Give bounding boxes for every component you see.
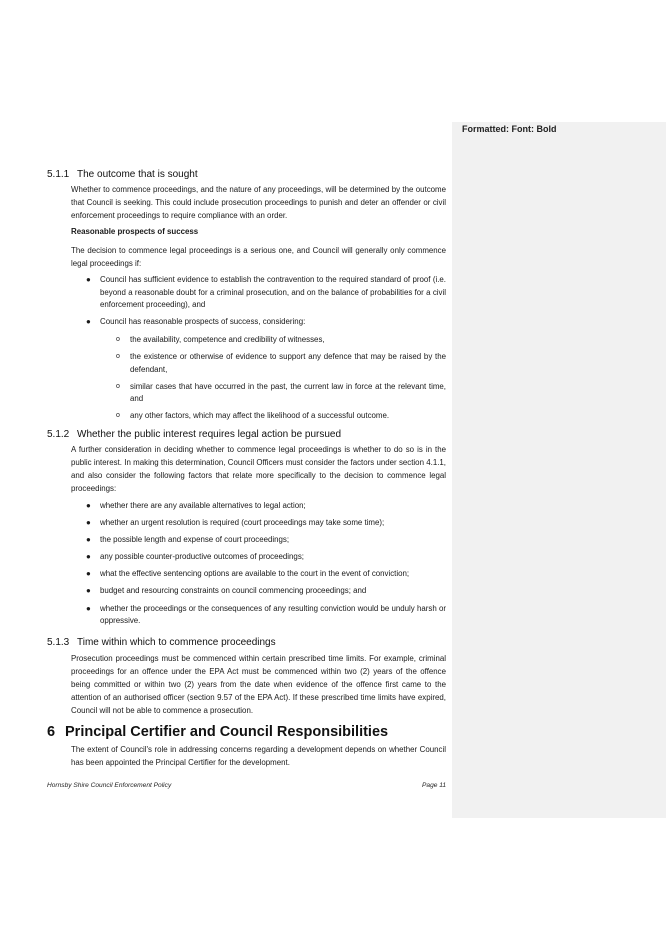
list-item-text: whether there are any available alternatives to legal action; [100,501,306,510]
list-item [71,603,446,628]
circle-bullet-icon: o [116,336,120,343]
heading-title: The outcome that is sought [77,169,198,180]
list-item [71,551,446,564]
bullet-list [71,274,446,333]
paragraph: Whether to commence proceedings, and the nature of any proceedings, will be determined by the outcome that Council is seeking. This could include prosecution proceedings to punish and deter an offender or civil enforcement proceedings to require compliance with an order. [71,185,446,220]
bullet-icon: ● [86,501,91,510]
bullet-icon: ● [86,518,91,528]
bullet-icon: ● [86,569,91,579]
heading-number: 5.1.1 [47,169,70,180]
heading-number: 6 [47,724,56,740]
heading-title: Time within which to commence proceedings [77,637,276,648]
list-item-text: whether the proceedings or the consequences of any resulting conviction would be unduly harsh or oppressive. [100,603,446,626]
list-item [71,316,446,329]
list-item [100,410,446,423]
footer-title: Hornsby Shire Council Enforcement Policy [47,782,172,789]
list-item-text: any possible counter-productive outcomes of proceedings; [100,552,304,562]
list-item-text: the availability, competence and credibility of witnesses, [130,335,325,344]
subheading: Reasonable prospects of success [71,227,199,236]
sub-bullet-list [100,334,446,428]
heading-5-1-1 [47,169,198,180]
bullet-icon: ● [86,275,91,284]
list-item [71,585,446,598]
paragraph: Prosecution proceedings must be commenced within certain prescribed time limits. For example, criminal proceedings for an offence under the EPA Act must be commenced within two (2) years of the offence being committed or within two (2) years from the date when evidence of the offence first came to the attention of an authorised officer (section 9.57 of the EPA Act). If these prescribed time limits have expired, Council will not be able to commence a prosecution. [71,654,446,715]
heading-title: Principal Certifier and Council Responsibilities [65,724,389,740]
list-item [71,500,446,513]
heading-title: Whether the public interest requires legal action be pursued [77,429,342,440]
heading-5-1-2 [47,429,341,440]
list-item-text: similar cases that have occurred in the past, the current law in force at the relevant time, and [130,381,446,404]
page-number: Page 11 [422,782,447,789]
list-item [100,381,446,406]
circle-bullet-icon: o [116,353,120,361]
bullet-icon: ● [86,603,91,613]
heading-5-1-3 [47,637,276,648]
list-item-text: Council has reasonable prospects of success, considering: [100,317,306,327]
list-item-text: budget and resourcing constraints on council commencing proceedings; and [100,586,367,596]
paragraph: The extent of Council's role in addressing concerns regarding a development depends on whether Council has been appointed the Principal Certifier for the development. [71,745,446,767]
list-item-text: what the effective sentencing options are available to the court in the event of conviction; [100,569,410,579]
list-item [71,534,446,547]
bullet-icon: ● [86,552,91,562]
heading-6 [47,724,388,740]
bullet-icon: ● [86,586,91,596]
circle-bullet-icon: o [116,382,120,390]
list-item-text: Council has sufficient evidence to establish the contravention to the required standard of proof (i.e. beyond a reasonable doubt for a criminal prosecution, and on the balance of probabilities for a civil enforcement proceeding), and [100,275,446,310]
list-item [100,334,446,347]
paragraph: A further consideration in deciding whether to commence legal proceedings is whether to do so is in the public interest. In making this determination, Council Officers must consider the factors under section 4.1.1, and also consider the following factors that relate more specifically to the decision to commence legal proceedings: [71,445,446,493]
list-item-text: whether an urgent resolution is required (court proceedings may take some time); [100,518,385,528]
list-item [100,351,446,376]
paragraph: The decision to commence legal proceedings is a serious one, and Council will generally only commence legal proceedings if: [71,246,446,268]
list-item [71,517,446,530]
bullet-list [71,500,446,632]
list-item [71,274,446,312]
list-item-text: any other factors, which may affect the likelihood of a successful outcome. [130,411,390,421]
list-item-text: the possible length and expense of court proceedings; [100,535,290,545]
heading-number: 5.1.2 [47,429,70,440]
comment-pane [452,122,666,818]
list-item-text: the existence or otherwise of evidence to support any defence that may be raised by the defendant, [130,352,446,374]
comment-label: Formatted: Font: Bold [462,124,557,134]
bullet-icon: ● [86,317,91,327]
bullet-icon: ● [86,535,91,545]
list-item [71,568,446,581]
circle-bullet-icon: o [116,412,120,420]
heading-number: 5.1.3 [47,637,70,648]
